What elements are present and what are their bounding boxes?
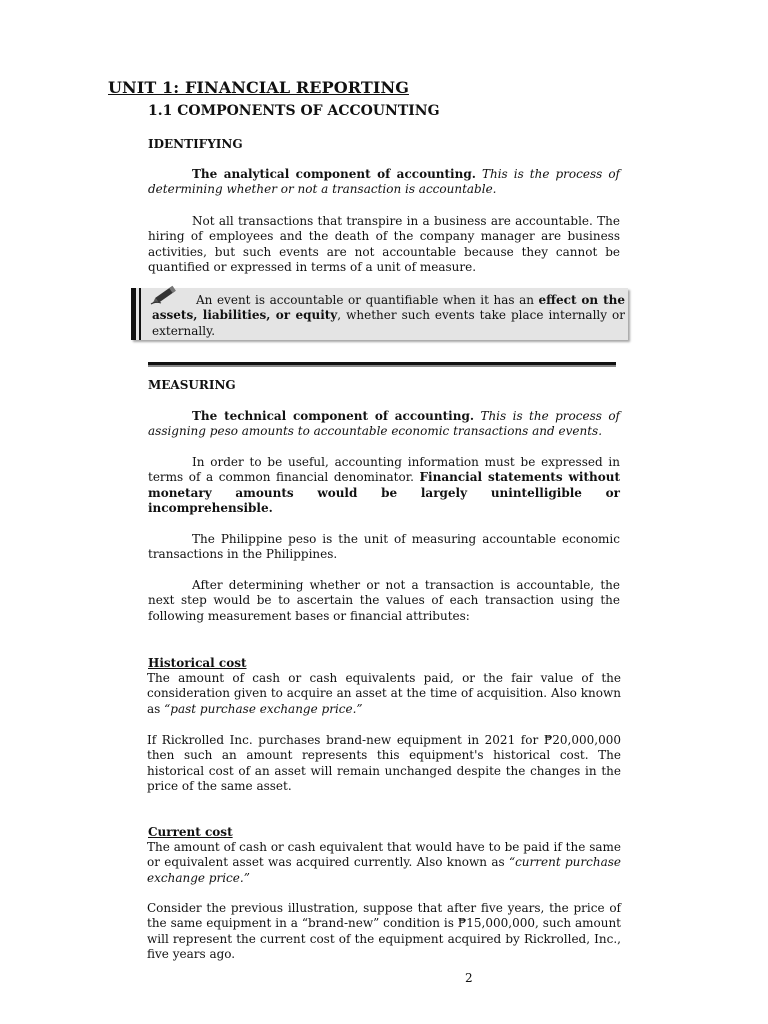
callout-bar [139,288,141,340]
measuring-paragraph-2-text: The Philippine peso is the unit of measuring accountable economic transactions in the Philippines. [148,532,620,562]
current-cost-example-text: Consider the previous illustration, suppose that after five years, the price of the same equipment in a “brand-new” condition is ₱15,000,000, such amount will represent the current cost of the equipment acquired by Rickrolled, Inc., five years ago. [147,901,621,962]
current-cost-example [147,901,621,963]
measuring-paragraph-3 [148,578,620,624]
measuring-definition-italic: This is the process of assigning peso amounts to accountable economic transactions and events. [148,409,620,439]
historical-cost-heading: Historical cost [148,656,247,670]
callout-text [152,293,625,339]
identifying-definition-italic: This is the process of determining whether or not a transaction is accountable. [148,167,620,197]
measuring-paragraph-1-bold: Financial statements without monetary amounts would be largely unintelligible or incomprehensible. [148,470,620,516]
identifying-definition-bold: The analytical component of accounting. [192,167,476,181]
page-number: 2 [465,971,473,985]
callout-box [131,288,628,340]
callout-text-post: , whether such events take place internally or externally. [152,308,625,338]
historical-cost-example [147,733,621,795]
section-title: 1.1 COMPONENTS OF ACCOUNTING [148,103,440,119]
measuring-definition-bold: The technical component of accounting. [192,409,475,423]
identifying-heading: IDENTIFYING [148,137,243,151]
callout-text-pre: An event is accountable or quantifiable when it has an [196,293,539,307]
current-cost-definition-italic: “current purchase exchange price.” [147,855,621,885]
historical-cost-example-text: If Rickrolled Inc. purchases brand-new equipment in 2021 for ₱20,000,000 then such an amount represents this equipment's historical cost. The historical cost of an asset will remain unchanged despite the changes in the price of the same asset. [147,733,621,794]
measuring-paragraph-2 [148,532,620,563]
section-divider-shadow [148,365,616,367]
current-cost-heading: Current cost [148,825,233,839]
measuring-definition [148,409,620,440]
identifying-definition [148,167,620,198]
measuring-heading: MEASURING [148,378,236,392]
current-cost-definition-text: The amount of cash or cash equivalent that would have to be paid if the same or equivalent asset was acquired currently. Also known as [147,840,621,870]
identifying-paragraph-text: Not all transactions that transpire in a business are accountable. The hiring of employees and the death of the company manager are business activities, but such events are not accountable because they cannot be quantified or expressed in terms of a unit of measure. [148,214,620,275]
unit-title: UNIT 1: FINANCIAL REPORTING [108,78,409,97]
measuring-paragraph-1-text: In order to be useful, accounting information must be expressed in terms of a common financial denominator. [148,455,620,485]
callout-text-bold: effect on the assets, liabilities, or equity [152,293,625,323]
measuring-paragraph-3-text: After determining whether or not a transaction is accountable, the next step would be to ascertain the values of each transaction using the following measurement bases or financial attributes: [148,578,620,623]
measuring-paragraph-1 [148,455,620,517]
historical-cost-definition-italic: “past purchase exchange price.” [164,701,363,716]
identifying-paragraph [148,214,620,276]
historical-cost-definition [147,671,621,717]
current-cost-definition [147,840,621,886]
historical-cost-definition-text: The amount of cash or cash equivalents paid, or the fair value of the consideration given to acquire an asset at the time of acquisition. Also known as [147,671,621,716]
